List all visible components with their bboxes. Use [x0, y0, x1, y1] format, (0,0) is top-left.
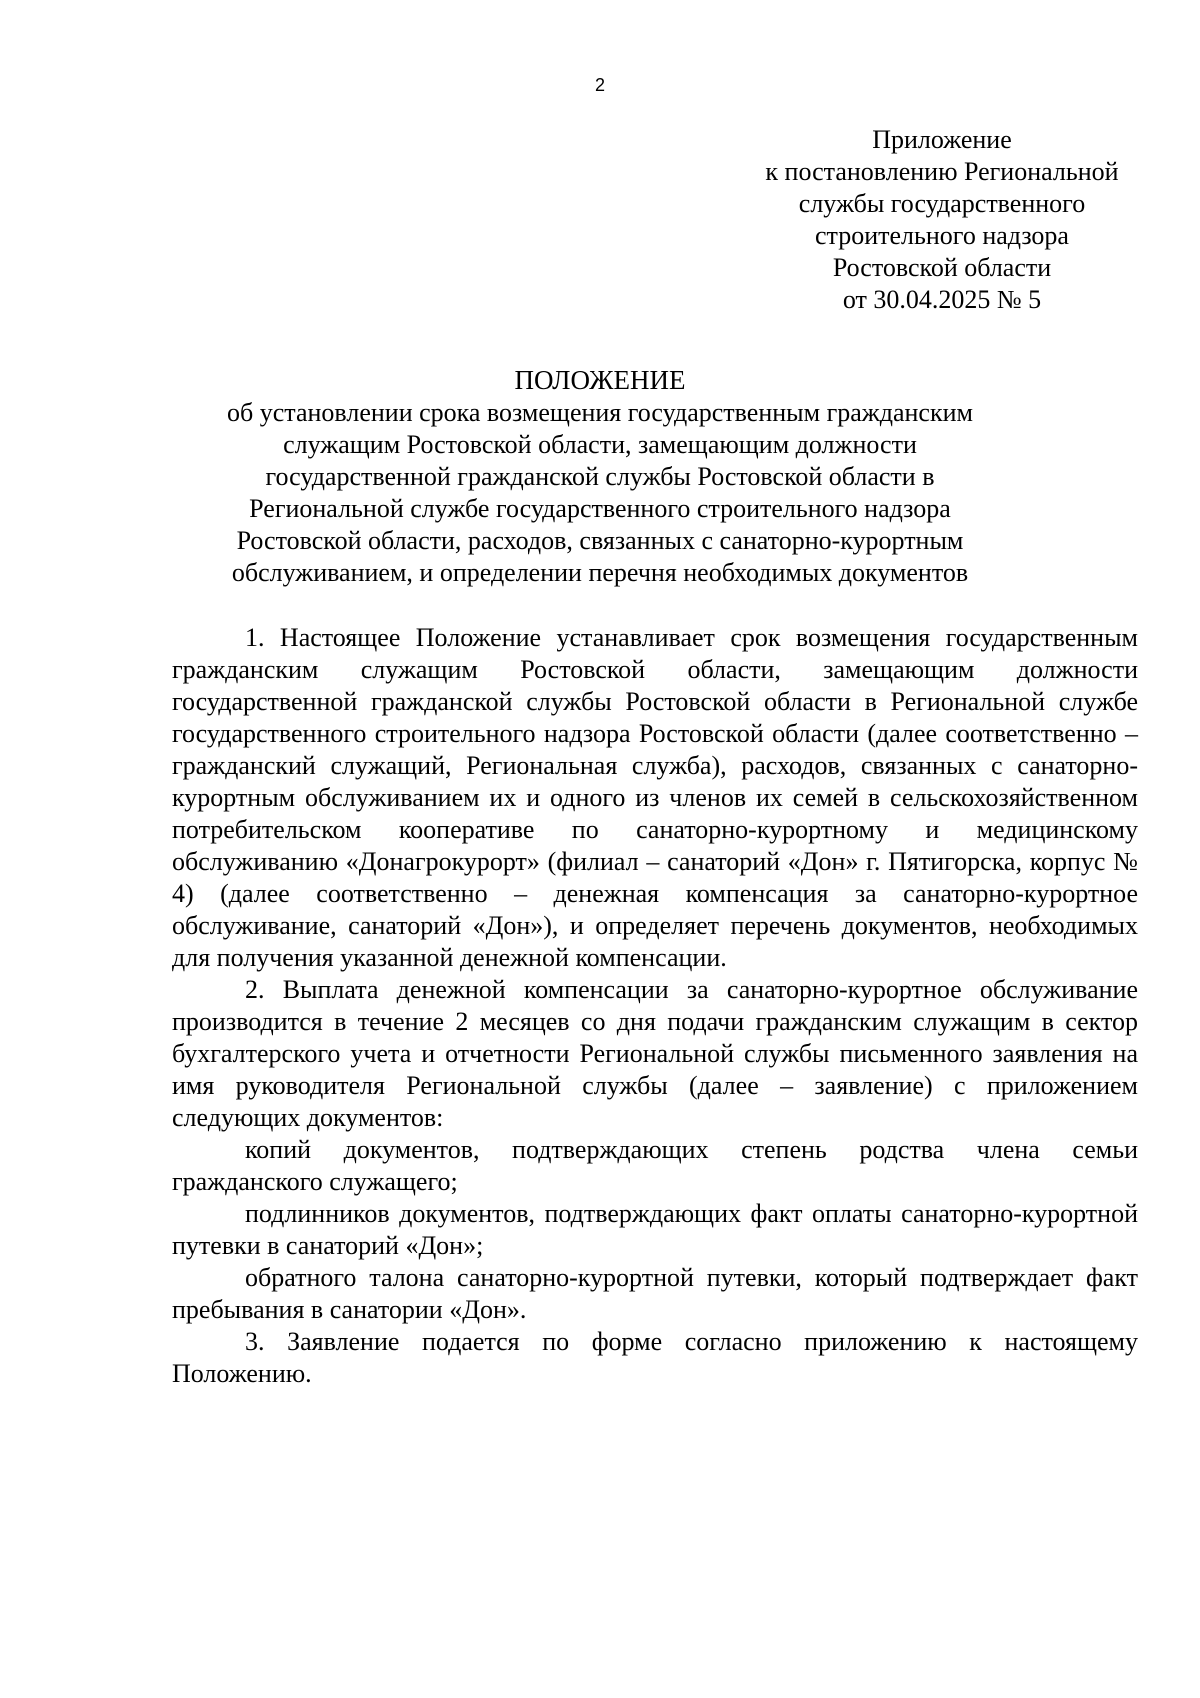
appendix-line: к постановлению Региональной — [765, 157, 1119, 186]
paragraph-1: 1. Настоящее Положение устанавливает срок возмещения государственным гражданским служащим Ростовской области, замещающим должности государственной гражданской службы Ростовской области в Региональной службе государственного строительного надзора Ростовской области (далее соответственно – гражданский служащий, Региональная служба), расходов, связанных с санаторно-курортным обслуживанием их и одного из членов их семей в сельскохозяйственном потребительском кооперативе по санаторно-курортному и медицинскому обслуживанию «Донагрокурорт» (филиал – санаторий «Дон» г. Пятигорска, корпус № 4) (далее соответственно – денежная компенсация за санаторно-курортное обслуживание, санаторий «Дон»), и определяет перечень документов, необходимых для получения указанной денежной компенсации. — [172, 623, 1138, 972]
appendix-line: Приложение — [872, 125, 1012, 154]
subtitle-line: об установлении срока возмещения государственным гражданским — [227, 398, 973, 427]
subtitle-line: Региональной службе государственного строительного надзора — [249, 494, 951, 523]
paragraph-3: 3. Заявление подается по форме согласно приложению к настоящему Положению. — [172, 1327, 1138, 1388]
paragraph-2: 2. Выплата денежной компенсации за санаторно-курортное обслуживание производится в течение 2 месяцев со дня подачи гражданским служащим в сектор бухгалтерского учета и отчетности Региональной службы письменного заявления на имя руководителя Региональной службы (далее – заявление) с приложением следующих документов: — [172, 975, 1138, 1132]
appendix-line: строительного надзора — [815, 221, 1069, 250]
subtitle-line: служащим Ростовской области, замещающим должности — [283, 430, 917, 459]
appendix-date-number: от 30.04.2025 № 5 — [842, 285, 1042, 314]
document-body — [172, 622, 1138, 1390]
appendix-reference — [742, 124, 1142, 316]
appendix-line: службы государственного — [798, 189, 1086, 218]
document-subtitle — [200, 397, 1000, 589]
page-number: 2 — [594, 75, 605, 95]
subtitle-line: Ростовской области, расходов, связанных с санаторно-курортным — [236, 526, 964, 555]
subtitle-line: государственной гражданской службы Ростовской области в — [265, 462, 935, 491]
list-item-return-coupon: обратного талона санаторно-курортной путевки, который подтверждает факт пребывания в санатории «Дон». — [172, 1263, 1138, 1324]
appendix-line: Ростовской области — [832, 253, 1052, 282]
subtitle-line: обслуживанием, и определении перечня необходимых документов — [231, 558, 969, 587]
list-item-originals: подлинников документов, подтверждающих факт оплаты санаторно-курортной путевки в санаторий «Дон»; — [172, 1199, 1138, 1260]
list-item-copies: копий документов, подтверждающих степень родства члена семьи гражданского служащего; — [172, 1135, 1138, 1196]
document-title: ПОЛОЖЕНИЕ — [514, 365, 686, 395]
